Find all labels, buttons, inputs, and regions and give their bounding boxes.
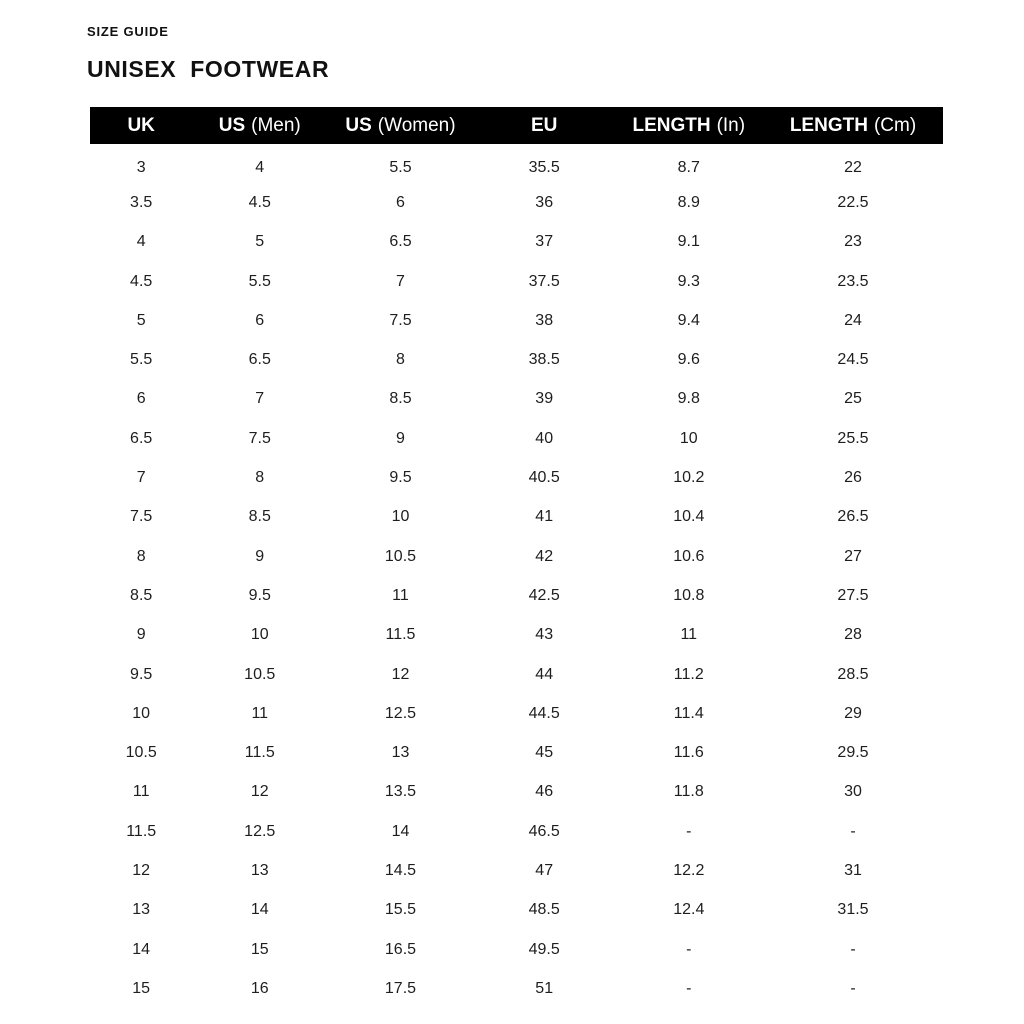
table-cell: 11.2 [673,665,704,683]
table-cell: 30 [844,783,862,801]
table-cell: 10.5 [244,665,276,683]
column-header-label: US [218,114,246,136]
table-cell: 10.4 [673,508,705,526]
table-cell: 15 [250,940,269,958]
table-cell: 14 [132,940,151,958]
table-cell: 26.5 [837,508,869,526]
table-row [90,891,943,930]
table-cell: 35.5 [528,158,560,176]
table-cell: 38 [535,311,554,329]
table-row [90,616,943,655]
table-cell: 9.3 [677,272,700,290]
table-row [90,340,943,379]
table-cell: 47 [535,861,554,879]
table-cell: 6.5 [130,429,153,447]
table-cell: 7.5 [248,429,271,447]
table-cell: 31.5 [837,901,869,919]
table-cell: 28.5 [837,665,869,683]
table-cell: 22 [844,158,862,176]
table-cell: 9.5 [248,586,271,604]
column-header-uk [90,107,192,144]
table-cell: 10 [679,429,698,447]
table-cell: 13 [132,901,151,919]
column-header-length-in [615,107,763,144]
table-cell: 9 [255,547,265,565]
table-cell: 10.8 [673,586,705,604]
table-cell: 4 [255,158,265,176]
table-cell: 31 [844,861,862,879]
table-cell: 13 [250,861,269,879]
table-cell: - [850,979,856,997]
table-cell: 5 [255,233,265,251]
table-cell: 27 [844,547,862,565]
table-cell: 5.5 [248,272,271,290]
table-cell: 7.5 [130,508,153,526]
table-cell: 28 [844,626,862,644]
table-cell: 8.5 [248,508,271,526]
table-cell: 6.5 [389,233,412,251]
table-cell: 11.5 [126,822,157,840]
table-body [90,144,943,1009]
table-cell: 11.6 [673,744,704,762]
table-cell: 13.5 [384,783,417,801]
column-header-label: UK [127,114,155,136]
table-cell: 8.5 [389,390,412,408]
table-cell: 24 [844,311,862,329]
table-row [90,576,943,615]
table-cell: 12 [250,783,269,801]
column-header-label: LENGTH [632,114,711,136]
table-row [90,301,943,340]
table-cell: 44 [535,665,554,683]
table-row [90,812,943,851]
table-row [90,458,943,497]
table-cell: 7.5 [389,311,412,329]
table-cell: 10 [132,704,151,722]
table-cell: 7 [396,272,405,290]
table-cell: 12 [132,861,151,879]
table-cell: 10 [250,626,269,644]
table-cell: 36 [535,193,554,211]
table-cell: 5.5 [389,158,412,176]
table-cell: 6.5 [248,351,271,369]
table-cell: 8.9 [677,193,700,211]
table-row [90,694,943,733]
table-row [90,183,943,222]
table-cell: 42 [535,547,554,565]
table-cell: 4.5 [130,272,153,290]
table-cell: 11.5 [244,744,275,762]
table-cell: 23 [844,233,862,251]
table-cell: 11.4 [673,704,704,722]
page-title: UNISEX FOOTWEAR [87,56,330,82]
column-header-sub: (Men) [251,114,301,136]
table-cell: - [686,940,692,958]
table-cell: 24.5 [837,351,869,369]
table-cell: 11 [680,626,698,644]
table-cell: 6 [136,390,146,408]
table-cell: 10.5 [125,744,157,762]
table-row [90,223,943,262]
table-cell: - [686,979,692,997]
table-cell: 9.1 [677,233,700,251]
table-cell: 27.5 [837,586,869,604]
table-row [90,380,943,419]
table-header [90,107,943,144]
table-cell: 12.5 [244,822,276,840]
table-cell: 13 [391,744,410,762]
table-cell: 10.2 [673,469,705,487]
table-row [90,930,943,969]
column-header-us-men [192,107,327,144]
table-row [90,144,943,183]
table-cell: 8 [396,351,405,369]
size-guide-label: SIZE GUIDE [87,24,169,39]
table-cell: 23.5 [837,272,869,290]
table-cell: 16 [250,979,269,997]
table-cell: 9.4 [677,311,700,329]
table-cell: 5 [136,311,146,329]
table-cell: 9 [396,429,405,447]
table-cell: 10.6 [673,547,705,565]
table-cell: 7 [136,469,146,487]
table-cell: 6 [396,193,405,211]
table-cell: 5.5 [130,351,153,369]
table-cell: - [850,940,856,958]
table-cell: 46 [535,783,554,801]
table-row [90,773,943,812]
table-cell: 12.2 [673,861,705,879]
table-cell: 49.5 [528,940,560,958]
table-cell: 37.5 [528,272,560,290]
table-cell: 39 [535,390,554,408]
table-cell: 12 [391,665,410,683]
table-row [90,655,943,694]
table-row [90,851,943,890]
column-header-eu [474,107,615,144]
table-cell: 38.5 [528,351,560,369]
table-cell: 12.5 [384,704,417,722]
table-cell: 8.7 [677,158,700,176]
table-cell: 40.5 [528,469,560,487]
table-cell: 37 [535,233,554,251]
table-cell: 11 [132,783,150,801]
table-cell: 11.5 [385,626,416,644]
table-row [90,537,943,576]
table-cell: 29 [844,704,862,722]
table-row [90,969,943,1008]
column-header-sub: (Women) [377,114,456,136]
table-cell: 6 [255,311,265,329]
column-header-label: LENGTH [789,114,868,136]
table-cell: 41 [535,508,554,526]
table-row [90,498,943,537]
table-cell: 4 [136,233,146,251]
table-cell: 17.5 [384,979,417,997]
table-cell: 45 [535,744,554,762]
table-cell: 14 [391,822,410,840]
table-cell: - [686,822,692,840]
table-cell: 10.5 [384,547,417,565]
size-conversion-table [90,107,943,1009]
table-cell: 4.5 [248,193,271,211]
table-cell: 42.5 [528,586,560,604]
table-cell: 29.5 [837,744,869,762]
table-cell: 25.5 [837,429,869,447]
table-cell: 12.4 [673,901,705,919]
table-cell: 14.5 [384,861,417,879]
column-header-us-women [327,107,474,144]
table-cell: 40 [535,429,554,447]
table-cell: 15.5 [384,901,417,919]
table-cell: 44.5 [528,704,560,722]
table-cell: 9.5 [389,469,412,487]
column-header-sub: (In) [716,114,746,136]
table-cell: 16.5 [384,940,417,958]
table-cell: 11 [392,586,409,604]
table-cell: 9.6 [677,351,700,369]
column-header-length-cm [763,107,943,144]
table-header-row [90,107,943,144]
table-cell: 3 [136,158,146,176]
table-cell: 48.5 [528,901,560,919]
table-cell: 15 [132,979,151,997]
column-header-label: US [345,114,372,136]
table-cell: 14 [250,901,269,919]
table-cell: 22.5 [837,193,869,211]
table-cell: 11.8 [673,783,704,801]
table-cell: 51 [535,979,554,997]
table-cell: 8 [136,547,146,565]
table-cell: 26 [844,469,862,487]
table-row [90,733,943,772]
table-cell: 8 [255,469,265,487]
table-cell: 9.8 [677,390,700,408]
table-row [90,419,943,458]
table-cell: - [850,822,856,840]
table-cell: 46.5 [528,822,560,840]
table-cell: 9 [136,626,146,644]
table-row [90,262,943,301]
table-cell: 25 [844,390,862,408]
table-cell: 11 [251,704,269,722]
table-cell: 3.5 [130,193,153,211]
table-cell: 8.5 [130,586,153,604]
table-cell: 7 [255,390,265,408]
table-cell: 10 [391,508,410,526]
table-cell: 9.5 [130,665,153,683]
column-header-label: EU [530,114,558,136]
column-header-sub: (Cm) [873,114,917,136]
table-cell: 43 [535,626,554,644]
